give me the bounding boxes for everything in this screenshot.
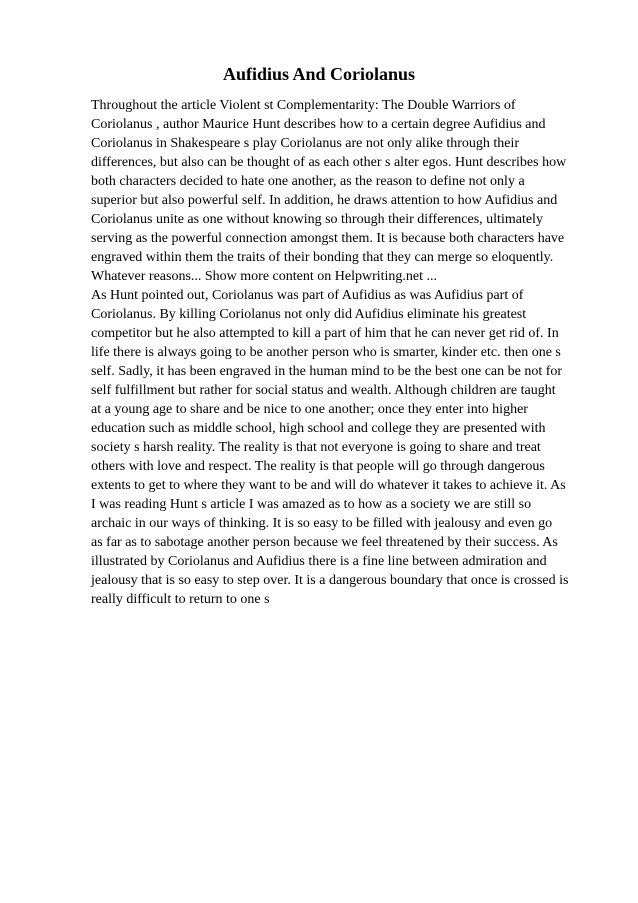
text-line: illustrated by Coriolanus and Aufidius there is a fine line between admiration and [91,554,547,569]
text-line: really difficult to return to one s [91,592,270,607]
text-line: self fulfillment but rather for social status and wealth. Although children are taught [91,383,556,398]
text-line: both characters decided to hate one another, as the reason to define not only a [91,174,525,189]
text-line: Coriolanus in Shakespeare s play Coriolanus are not only alike through their [91,136,520,151]
text-line: engraved within them the traits of their bonding that they can merge so eloquently. [91,250,554,265]
show-more-line: Whatever reasons... Show more content on Helpwriting.net ... [91,269,438,284]
text-line: archaic in our ways of thinking. It is so easy to be filled with jealousy and even go [91,516,553,531]
text-line: life there is always going to be another person who is smarter, kinder etc. then one s [91,345,561,360]
text-line: Throughout the article Violent st Complementarity: The Double Warriors of [91,98,516,113]
text-line: differences, but also can be thought of as each other s alter egos. Hunt describes how [91,155,567,170]
text-line: self. Sadly, it has been engraved in the human mind to be the best one can be not for [91,364,563,379]
text-line: serving as the powerful connection amongst them. It is because both characters have [91,231,565,246]
text-line: competitor but he also attempted to kill a part of him that he can never get rid of. In [91,326,559,341]
text-line: Coriolanus unite as one without knowing so through their differences, ultimately [91,212,543,227]
text-line: jealousy that is so easy to step over. It is a dangerous boundary that once is crossed is [91,573,569,588]
text-line: superior but also powerful self. In addition, he draws attention to how Aufidius and [91,193,558,208]
text-line: at a young age to share and be nice to one another; once they enter into higher [91,402,528,417]
document-body [91,96,601,609]
text-line: extents to get to where they want to be and will do whatever it takes to achieve it. As [91,478,566,493]
text-line: I was reading Hunt s article I was amazed as to how as a society we are still so [91,497,532,512]
text-line: Coriolanus , author Maurice Hunt describes how to a certain degree Aufidius and [91,117,546,132]
document-title: Aufidius And Coriolanus [222,64,416,84]
text-line: others with love and respect. The reality is that people will go through dangerous [91,459,545,474]
text-line: education such as middle school, high school and college they are presented with [91,421,546,436]
text-line: as far as to sabotage another person because we feel threatened by their success. As [91,535,558,550]
text-line: Coriolanus. By killing Coriolanus not only did Aufidius eliminate his greatest [91,307,527,322]
text-line: society s harsh reality. The reality is that not everyone is going to share and treat [91,440,541,455]
text-line: As Hunt pointed out, Coriolanus was part of Aufidius as was Aufidius part of [91,288,524,303]
